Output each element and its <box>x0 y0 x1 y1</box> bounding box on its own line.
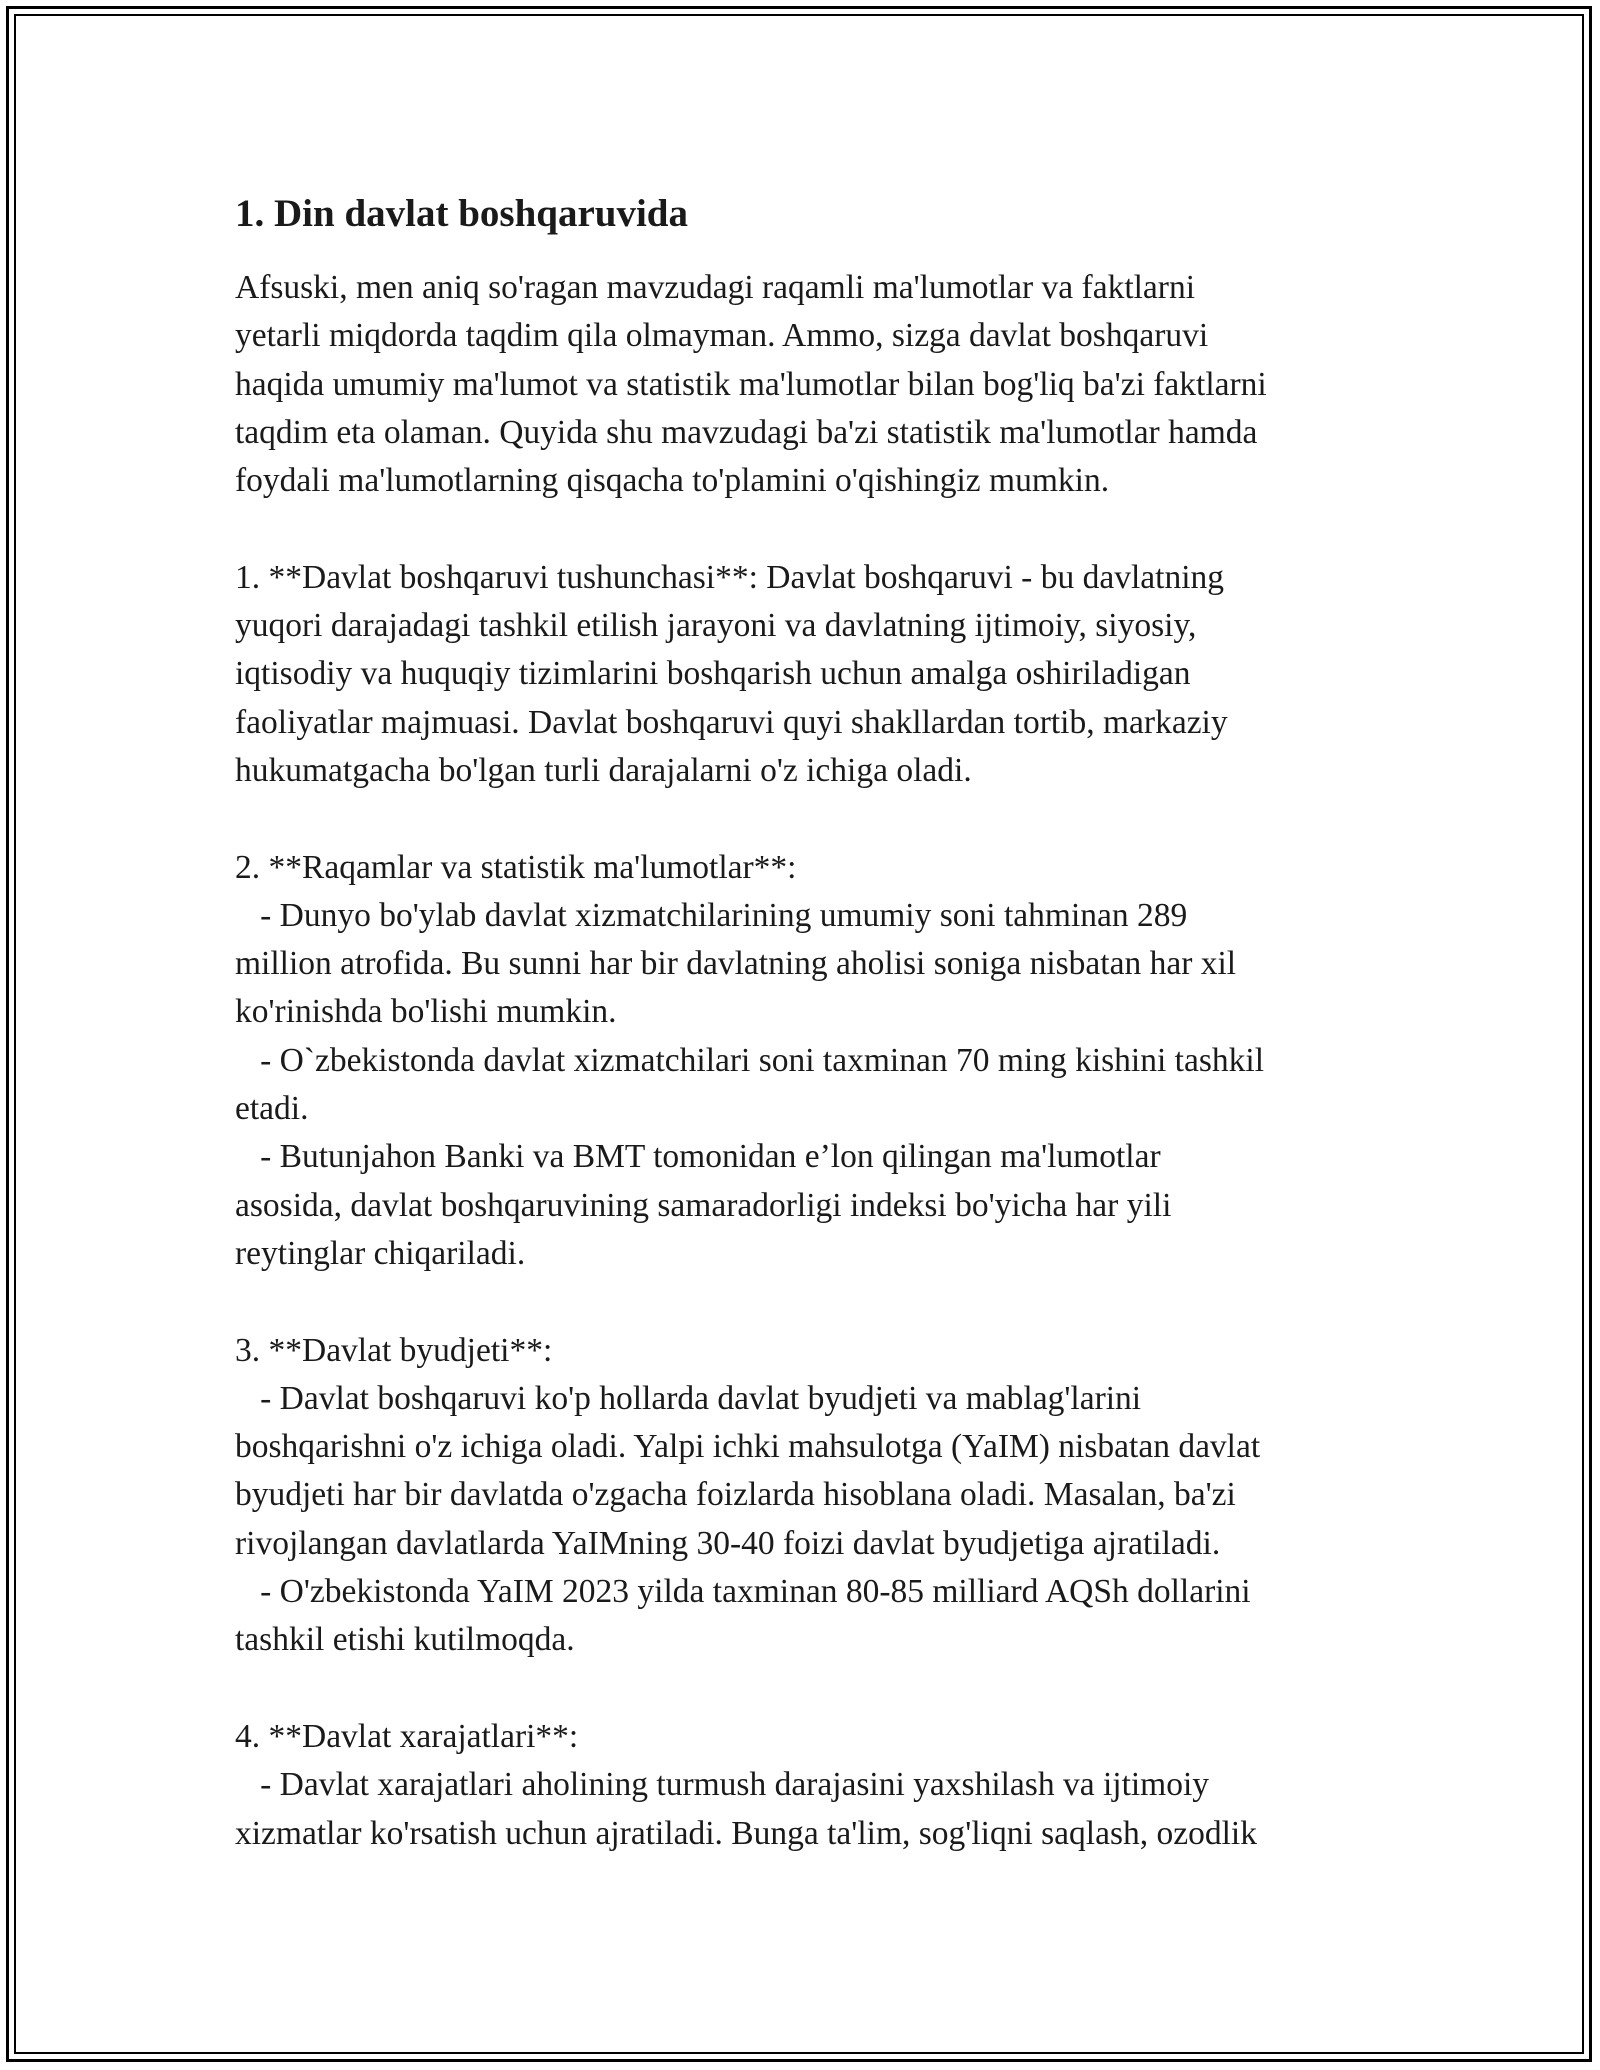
document-body-text: Afsuski, men aniq so'ragan mavzudagi raqamli ma'lumotlar va faktlarni yetarli miqdorda taqdim qila olmayman. Ammo, sizga davlat boshqaruvi haqida umumiy ma'lumot va statistik ma'lumotlar bilan bog'liq ba'zi faktlarni taqdim eta olaman. Quyida shu mavzudagi ba'zi statistik ma'lumotlar hamda foydali ma'lumotlarning qisqacha to'plamini o'qishingiz mumkin. 1. **Davlat boshqaruvi tushunchasi**: Davlat boshqaruvi - bu davlatning yuqori darajadagi tashkil etilish jarayoni va davlatning ijtimoiy, siyosiy, iqtisodiy va huquqiy tizimlarini boshqarish uchun amalga oshiriladigan faoliyatlar majmuasi. Davlat boshqaruvi quyi shakllardan tortib, markaziy hukumatgacha bo'lgan turli darajalarni o'z ichiga oladi. 2. **Raqamlar va statistik ma'lumotlar**: - Dunyo bo'ylab davlat xizmatchilarining umumiy soni tahminan 289 million atrofida. Bu sunni har bir davlatning aholisi soniga nisbatan har xil ko'rinishda bo'lishi mumkin. - O`zbekistonda davlat xizmatchilari soni taxminan 70 ming kishini tashkil etadi. - Butunjahon Banki va BMT tomonidan e’lon qilingan ma'lumotlar asosida, davlat boshqaruvining samaradorligi indeksi bo'yicha har yili reytinglar chiqariladi. 3. **Davlat byudjeti**: - Davlat boshqaruvi ko'p hollarda davlat byudjeti va mablag'larini boshqarishni o'z ichiga oladi. Yalpi ichki mahsulotga (YaIM) nisbatan davlat byudjeti har bir davlatda o'zgacha foizlarda hisoblana oladi. Masalan, ba'zi rivojlangan davlatlarda YaIMning 30-40 foizi davlat byudjetiga ajratiladi. - O'zbekistonda YaIM 2023 yilda taxminan 80-85 milliard AQSh dollarini tashkil etishi kutilmoqda. 4. **Davlat xarajatlari**: - Davlat xarajatlari aholining turmush darajasini yaxshilash va ijtimoiy xizmatlar ko'rsatish uchun ajratiladi. Bunga ta'lim, sog'liqni saqlash, ozodlik <box>235 269 1267 1852</box>
document-heading: 1. Din davlat boshqaruvida <box>235 192 688 235</box>
document-content <box>235 190 1395 1858</box>
